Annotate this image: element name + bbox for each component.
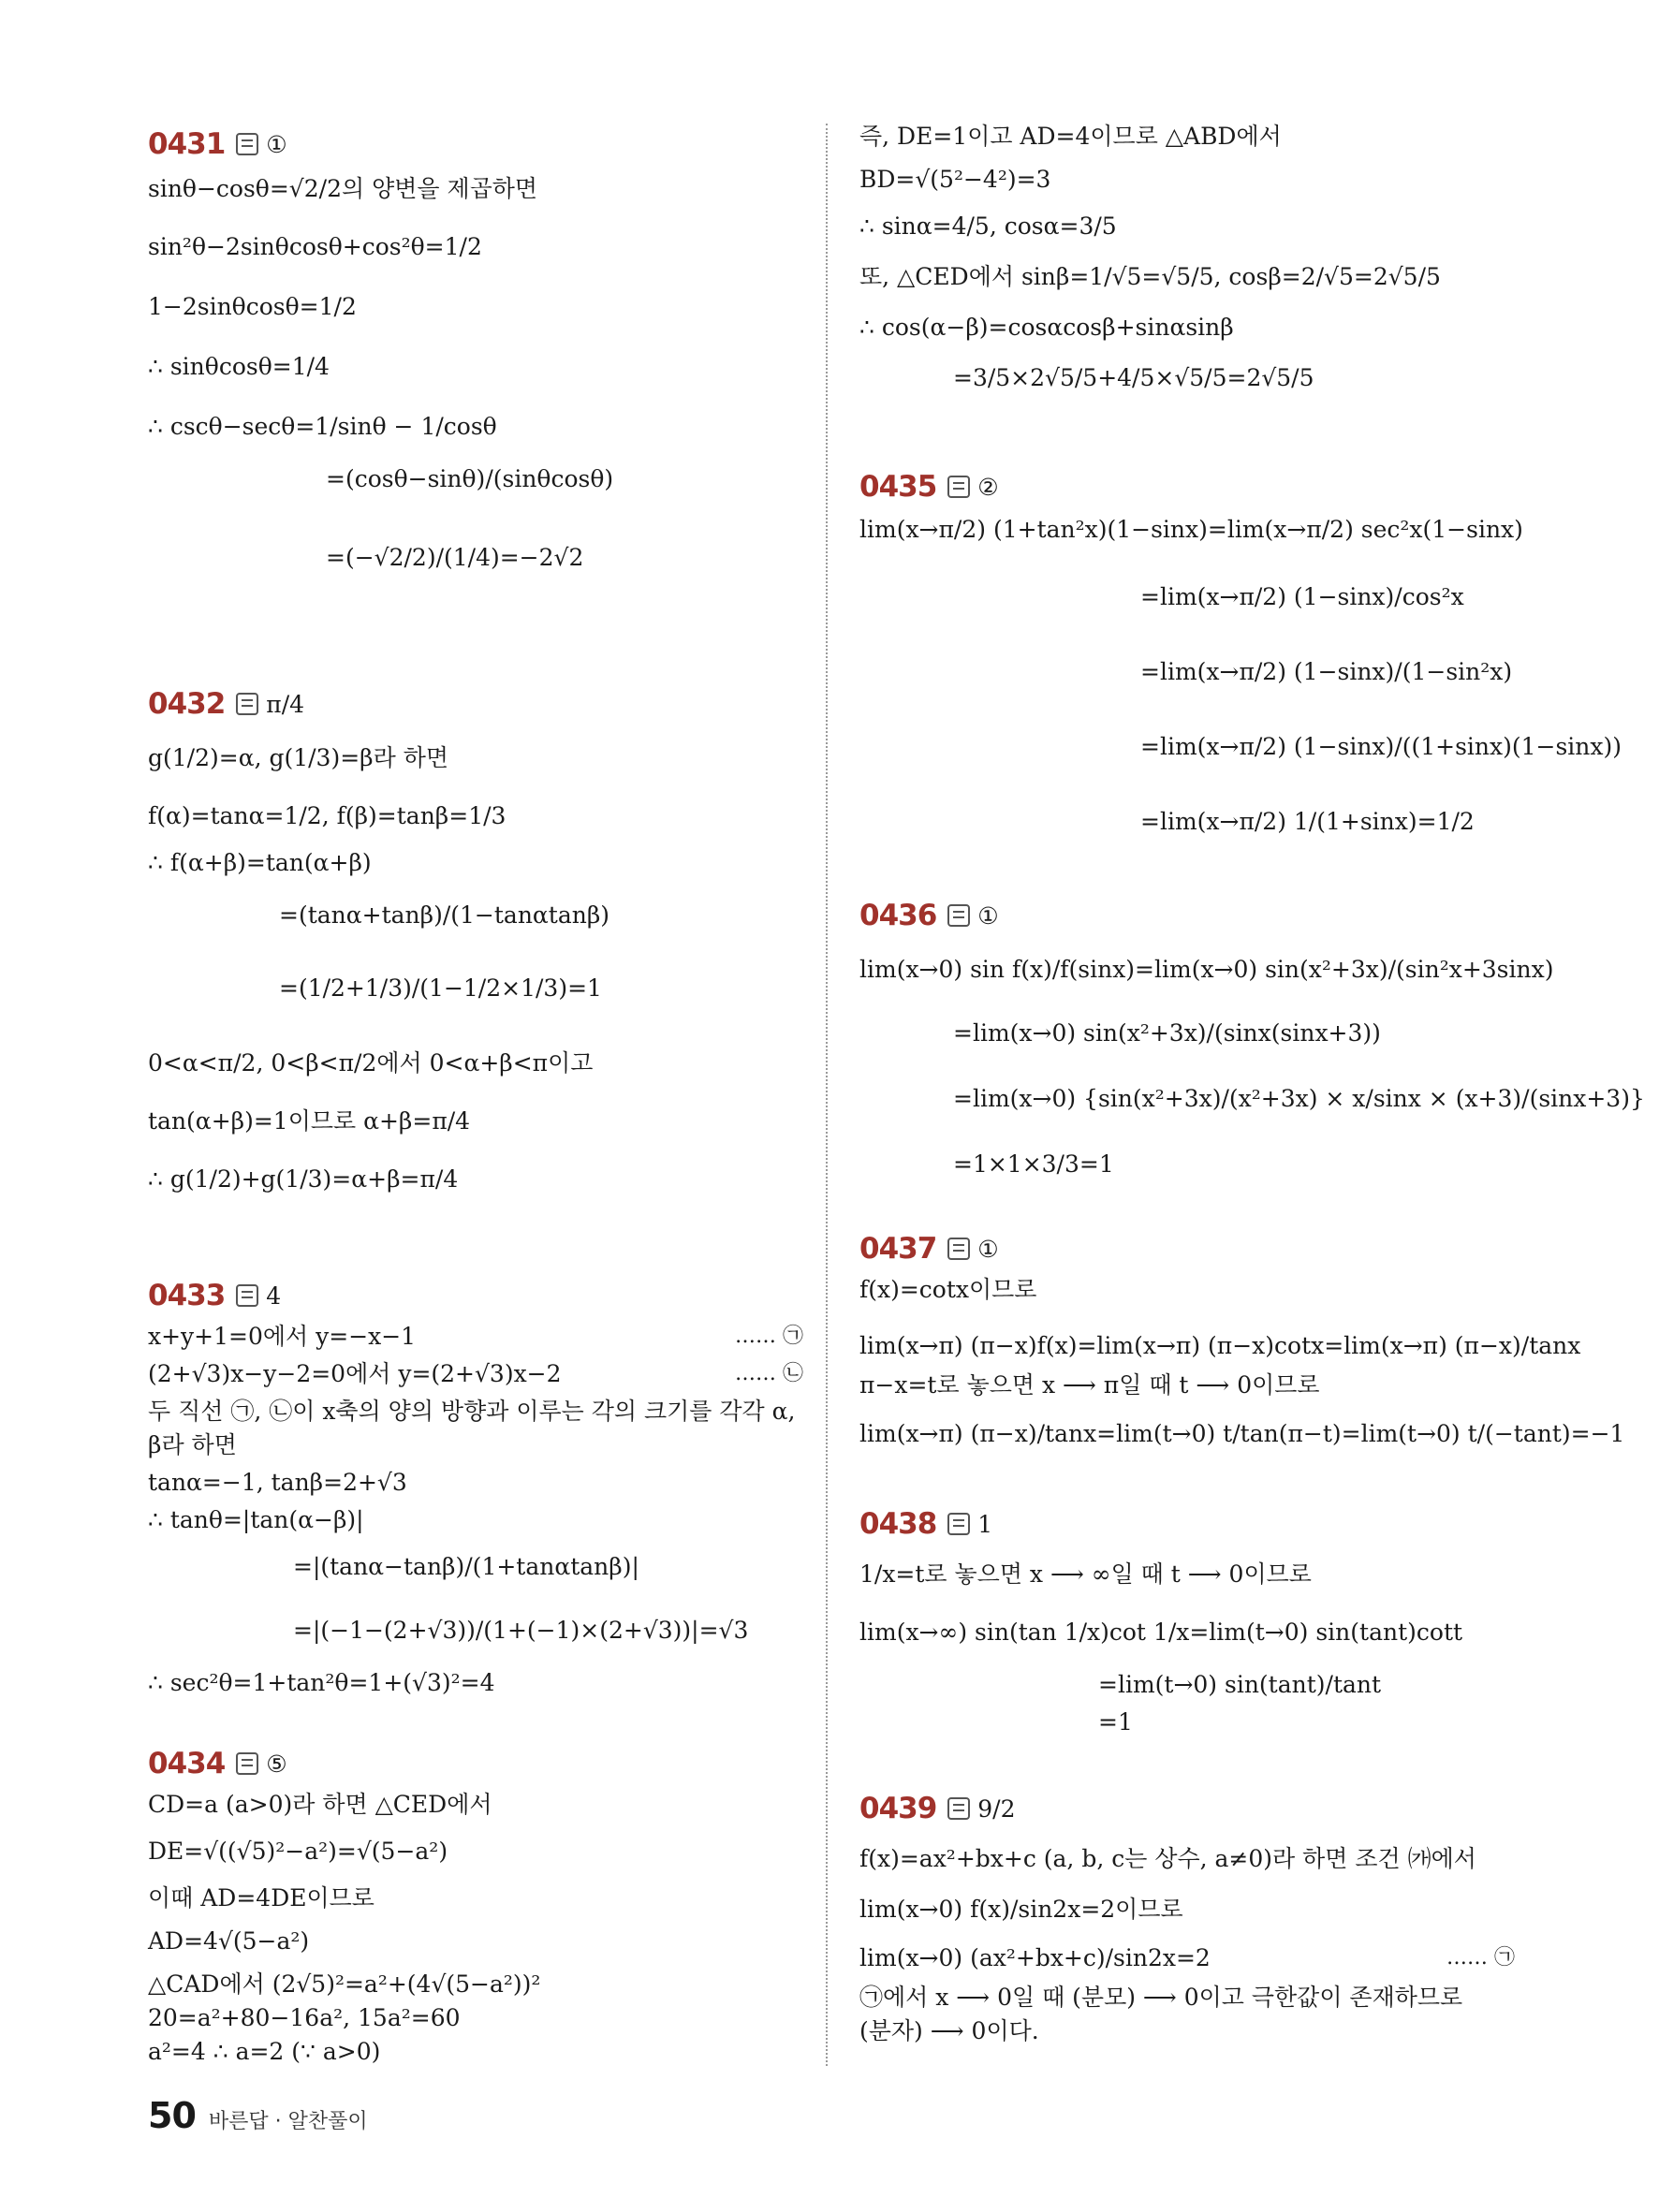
problem-number: 0432 <box>148 687 226 721</box>
problem-number: 0438 <box>859 1507 937 1541</box>
solution-line: CD=a (a>0)라 하면 △CED에서 <box>148 1791 492 1818</box>
problem-0438 <box>859 1503 1515 1736</box>
solution-line: f(α)=tanα=1/2, f(β)=tanβ=1/3 <box>148 802 507 829</box>
solution-line: AD=4√(5−a²) <box>148 1927 310 1955</box>
problem-number: 0436 <box>859 899 937 932</box>
answer-icon <box>947 1238 970 1260</box>
problem-0434-continued <box>859 112 1515 391</box>
solution-line: 1/x=t로 놓으면 x ⟶ ∞일 때 t ⟶ 0이므로 <box>859 1560 1312 1588</box>
solution-line: lim(x→π) (π−x)/tanx=lim(t→0) t/tan(π−t)=lim(t→0) t/(−tant)=−1 <box>859 1420 1625 1447</box>
solution-line: lim(x→π) (π−x)f(x)=lim(x→π) (π−x)cotx=lim(x→π) (π−x)/tanx <box>859 1332 1581 1359</box>
solution-line: =(1/2+1/3)/(1−1/2×1/3)=1 <box>279 974 602 1002</box>
problem-0439 <box>859 1788 1515 2044</box>
page-footer <box>148 2095 368 2136</box>
answer-icon <box>236 1752 258 1775</box>
answer-value: ⑤ <box>266 1750 287 1778</box>
solution-line: 이때 AD=4DE이므로 <box>148 1884 374 1912</box>
answer-value: 1 <box>977 1510 993 1538</box>
solution-line: sin²θ−2sinθcosθ+cos²θ=1/2 <box>148 233 482 260</box>
problem-number: 0433 <box>148 1279 226 1312</box>
page-number: 50 <box>148 2095 196 2136</box>
answer-icon <box>947 1797 970 1820</box>
solution-line: 1−2sinθcosθ=1/2 <box>148 293 357 320</box>
solution-line: a²=4 ∴ a=2 (∵ a>0) <box>148 2038 381 2065</box>
problem-0433 <box>148 1275 803 1696</box>
problem-number: 0437 <box>859 1232 937 1266</box>
answer-value: π/4 <box>266 690 305 718</box>
solution-text: x+y+1=0에서 y=−x−1 <box>148 1323 417 1350</box>
answer-icon <box>947 904 970 927</box>
solution-line: ∴ sinα=4/5, cosα=3/5 <box>859 212 1117 240</box>
solution-line: 두 직선 ㉠, ㉡이 x축의 양의 방향과 이루는 각의 크기를 각각 α, <box>148 1398 796 1425</box>
solution-line: ∴ cos(α−β)=cosαcosβ+sinαsinβ <box>859 314 1234 341</box>
answer-icon <box>236 133 258 155</box>
solution-line: g(1/2)=α, g(1/3)=β라 하면 <box>148 744 449 771</box>
solution-line: =lim(x→π/2) (1−sinx)/(1−sin²x) <box>1140 658 1513 685</box>
solution-line <box>148 1324 803 1350</box>
solution-line: lim(x→0) sin f(x)/f(sinx)=lim(x→0) sin(x²+3x)/(sin²x+3sinx) <box>859 956 1554 983</box>
problem-0432 <box>148 683 803 1193</box>
answer-value: 4 <box>266 1282 282 1310</box>
solution-line: =1 <box>1098 1708 1133 1736</box>
solution-line: f(x)=cotx이므로 <box>859 1276 1037 1303</box>
solution-line <box>859 1945 1515 1971</box>
problem-0431 <box>148 124 803 571</box>
problem-0435 <box>859 466 1622 835</box>
problem-number: 0439 <box>859 1792 937 1825</box>
solution-line: =(−√2/2)/(1/4)=−2√2 <box>326 544 584 571</box>
solution-line: ∴ f(α+β)=tan(α+β) <box>148 849 372 876</box>
problem-0436 <box>859 895 1645 1178</box>
solution-line: =lim(x→0) sin(x²+3x)/(sinx(sinx+3)) <box>953 1019 1381 1047</box>
solution-line: =(cosθ−sinθ)/(sinθcosθ) <box>326 465 614 492</box>
answer-icon <box>236 1284 258 1307</box>
solution-line: ㉠에서 x ⟶ 0일 때 (분모) ⟶ 0이고 극한값이 존재하므로 <box>859 1984 1463 2011</box>
answer-value: ① <box>977 901 999 930</box>
solution-line <box>148 1361 803 1387</box>
solution-line: =lim(x→0) {sin(x²+3x)/(x²+3x) × x/sinx × (x+3)/(sinx+3)} <box>953 1085 1645 1112</box>
answer-icon <box>236 693 258 715</box>
answer-icon <box>947 476 970 498</box>
answer-value: ① <box>266 130 287 158</box>
solution-line: 0<α<π/2, 0<β<π/2에서 0<α+β<π이고 <box>148 1049 594 1077</box>
solution-line: ∴ g(1/2)+g(1/3)=α+β=π/4 <box>148 1165 459 1193</box>
solution-line: △CAD에서 (2√5)²=a²+(4√(5−a²))² <box>148 1970 541 1998</box>
solution-line: =(tanα+tanβ)/(1−tanαtanβ) <box>279 901 610 929</box>
solution-line: ∴ tanθ=|tan(α−β)| <box>148 1506 364 1533</box>
solution-line: =lim(t→0) sin(tant)/tant <box>1098 1671 1382 1698</box>
solution-line: lim(x→0) f(x)/sin2x=2이므로 <box>859 1896 1183 1923</box>
solution-line: 즉, DE=1이고 AD=4이므로 △ABD에서 <box>859 123 1282 150</box>
answer-value: ① <box>977 1235 999 1263</box>
equation-tag: …… ㉠ <box>1446 1946 1515 1970</box>
solution-line: =|(tanα−tanβ)/(1+tanαtanβ)| <box>293 1553 639 1580</box>
answer-icon <box>947 1513 970 1535</box>
solution-text: (2+√3)x−y−2=0에서 y=(2+√3)x−2 <box>148 1360 562 1387</box>
solution-line: 또, △CED에서 sinβ=1/√5=√5/5, cosβ=2/√5=2√5/5 <box>859 263 1441 290</box>
problem-number: 0434 <box>148 1747 226 1780</box>
solution-line: =lim(x→π/2) (1−sinx)/cos²x <box>1140 583 1464 610</box>
solution-line: ∴ cscθ−secθ=1/sinθ − 1/cosθ <box>148 413 497 440</box>
solution-line: DE=√((√5)²−a²)=√(5−a²) <box>148 1838 448 1865</box>
solution-line: tanα=−1, tanβ=2+√3 <box>148 1469 407 1496</box>
solution-line: tan(α+β)=1이므로 α+β=π/4 <box>148 1107 471 1135</box>
solution-line: BD=√(5²−4²)=3 <box>859 166 1051 193</box>
solution-line: β라 하면 <box>148 1431 237 1458</box>
solution-text: lim(x→0) (ax²+bx+c)/sin2x=2 <box>859 1944 1211 1971</box>
solution-line: =|(−1−(2+√3))/(1+(−1)×(2+√3))|=√3 <box>293 1617 749 1644</box>
equation-tag: …… ㉠ <box>735 1325 803 1348</box>
solution-line: =1×1×3/3=1 <box>953 1150 1114 1178</box>
solution-line: ∴ sec²θ=1+tan²θ=1+(√3)²=4 <box>148 1669 495 1696</box>
problem-number: 0435 <box>859 470 937 504</box>
solution-line: f(x)=ax²+bx+c (a, b, c는 상수, a≠0)라 하면 조건 ㈎에서 <box>859 1845 1476 1872</box>
solution-line: =lim(x→π/2) 1/(1+sinx)=1/2 <box>1140 808 1475 835</box>
equation-tag: …… ㉡ <box>735 1362 803 1385</box>
solution-line: =3/5×2√5/5+4/5×√5/5=2√5/5 <box>953 364 1314 391</box>
solution-line: ∴ sinθcosθ=1/4 <box>148 353 330 380</box>
solution-line: 20=a²+80−16a², 15a²=60 <box>148 2004 461 2031</box>
solution-line: lim(x→π/2) (1+tan²x)(1−sinx)=lim(x→π/2) sec²x(1−sinx) <box>859 516 1523 543</box>
answer-value: ② <box>977 473 999 501</box>
solution-line: sinθ−cosθ=√2/2의 양변을 제곱하면 <box>148 175 538 202</box>
problem-number: 0431 <box>148 127 226 161</box>
problem-0434 <box>148 1743 803 2065</box>
solution-line: (분자) ⟶ 0이다. <box>859 2017 1039 2044</box>
problem-0437 <box>859 1228 1625 1447</box>
solution-line: =lim(x→π/2) (1−sinx)/((1+sinx)(1−sinx)) <box>1140 733 1622 760</box>
column-divider <box>826 124 828 2066</box>
book-title: 바른답 · 알찬풀이 <box>208 2110 368 2133</box>
solution-line: lim(x→∞) sin(tan 1/x)cot 1/x=lim(t→0) sin(tant)cott <box>859 1619 1463 1646</box>
solution-line: π−x=t로 놓으면 x ⟶ π일 때 t ⟶ 0이므로 <box>859 1371 1320 1399</box>
answer-value: 9/2 <box>977 1795 1016 1823</box>
